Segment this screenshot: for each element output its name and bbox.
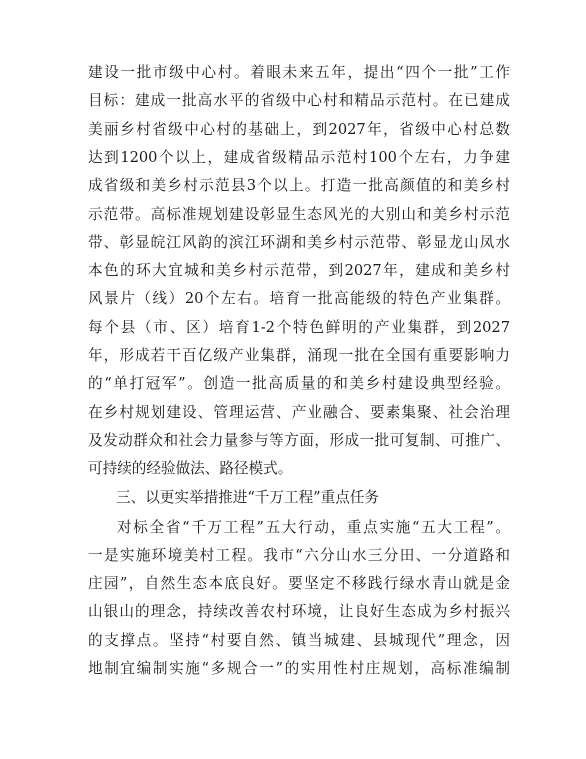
section-heading: 三、以更实举措推进“千万工程”重点任务 xyxy=(116,489,380,506)
paragraph-line-9: 风景片（线）20个左右。培育一批高能级的特色产业集群。 xyxy=(88,290,510,308)
paragraph-line-13: 在乡村规划建设、管理运营、产业融合、要素集聚、社会治理 xyxy=(88,403,510,421)
paragraph-line-11: 年，形成若干百亿级产业集群，涌现一批在全国有重要影响力 xyxy=(88,347,510,364)
paragraph-line-5: 成省级和美乡村示范县3个以上。打造一批高颜值的和美乡村 xyxy=(88,177,510,195)
paragraph-line-12: 的“单打冠军”。创造一批高质量的和美乡村建设典型经验。 xyxy=(88,375,510,393)
paragraph-line-21: 的支撑点。坚持“村要自然、镇当城建、县城现代”理念，因 xyxy=(88,631,510,649)
paragraph-line-2: 目标：建成一批高水平的省级中心村和精品示范村。在已建成 xyxy=(88,92,510,110)
paragraph-line-20: 山银山的理念，持续改善农村环境，让良好生态成为乡村振兴 xyxy=(88,603,510,621)
paragraph-line-10: 每个县（市、区）培育1-2个特色鲜明的产业集群，到2027 xyxy=(88,318,510,336)
paragraph-line-6: 示范带。高标准规划建设彰显生态风光的大别山和美乡村示范 xyxy=(88,205,510,223)
paragraph-line-17: 对标全省“千万工程”五大行动，重点实施“五大工程”。 xyxy=(117,518,510,536)
paragraph-line-8: 本色的环大宜城和美乡村示范带，到2027年，建成和美乡村 xyxy=(88,262,510,280)
paragraph-line-7: 带、彰显皖江风韵的滨江环湖和美乡村示范带、彰显龙山凤水 xyxy=(88,233,510,251)
paragraph-line-18: 一是实施环境美村工程。我市“六分山水三分田、一分道路和 xyxy=(88,546,510,564)
paragraph-line-22: 地制宜编制实施“多规合一”的实用性村庄规划，高标准编制 xyxy=(88,660,510,677)
paragraph-line-14: 及发动群众和社会力量参与等方面，形成一批可复制、可推广、 xyxy=(88,431,510,449)
paragraph-line-3: 美丽乡村省级中心村的基础上，到2027年，省级中心村总数 xyxy=(88,120,510,138)
paragraph-line-15: 可持续的经验做法、路径模式。 xyxy=(88,460,293,478)
paragraph-line-1: 建设一批市级中心村。着眼未来五年，提出“四个一批”工作 xyxy=(88,64,510,81)
paragraph-line-19: 庄园”，自然生态本底良好。要坚定不移践行绿水青山就是金 xyxy=(88,575,510,593)
paragraph-line-4: 达到1200个以上，建成省级精品示范村100个左右，力争建 xyxy=(88,148,510,166)
